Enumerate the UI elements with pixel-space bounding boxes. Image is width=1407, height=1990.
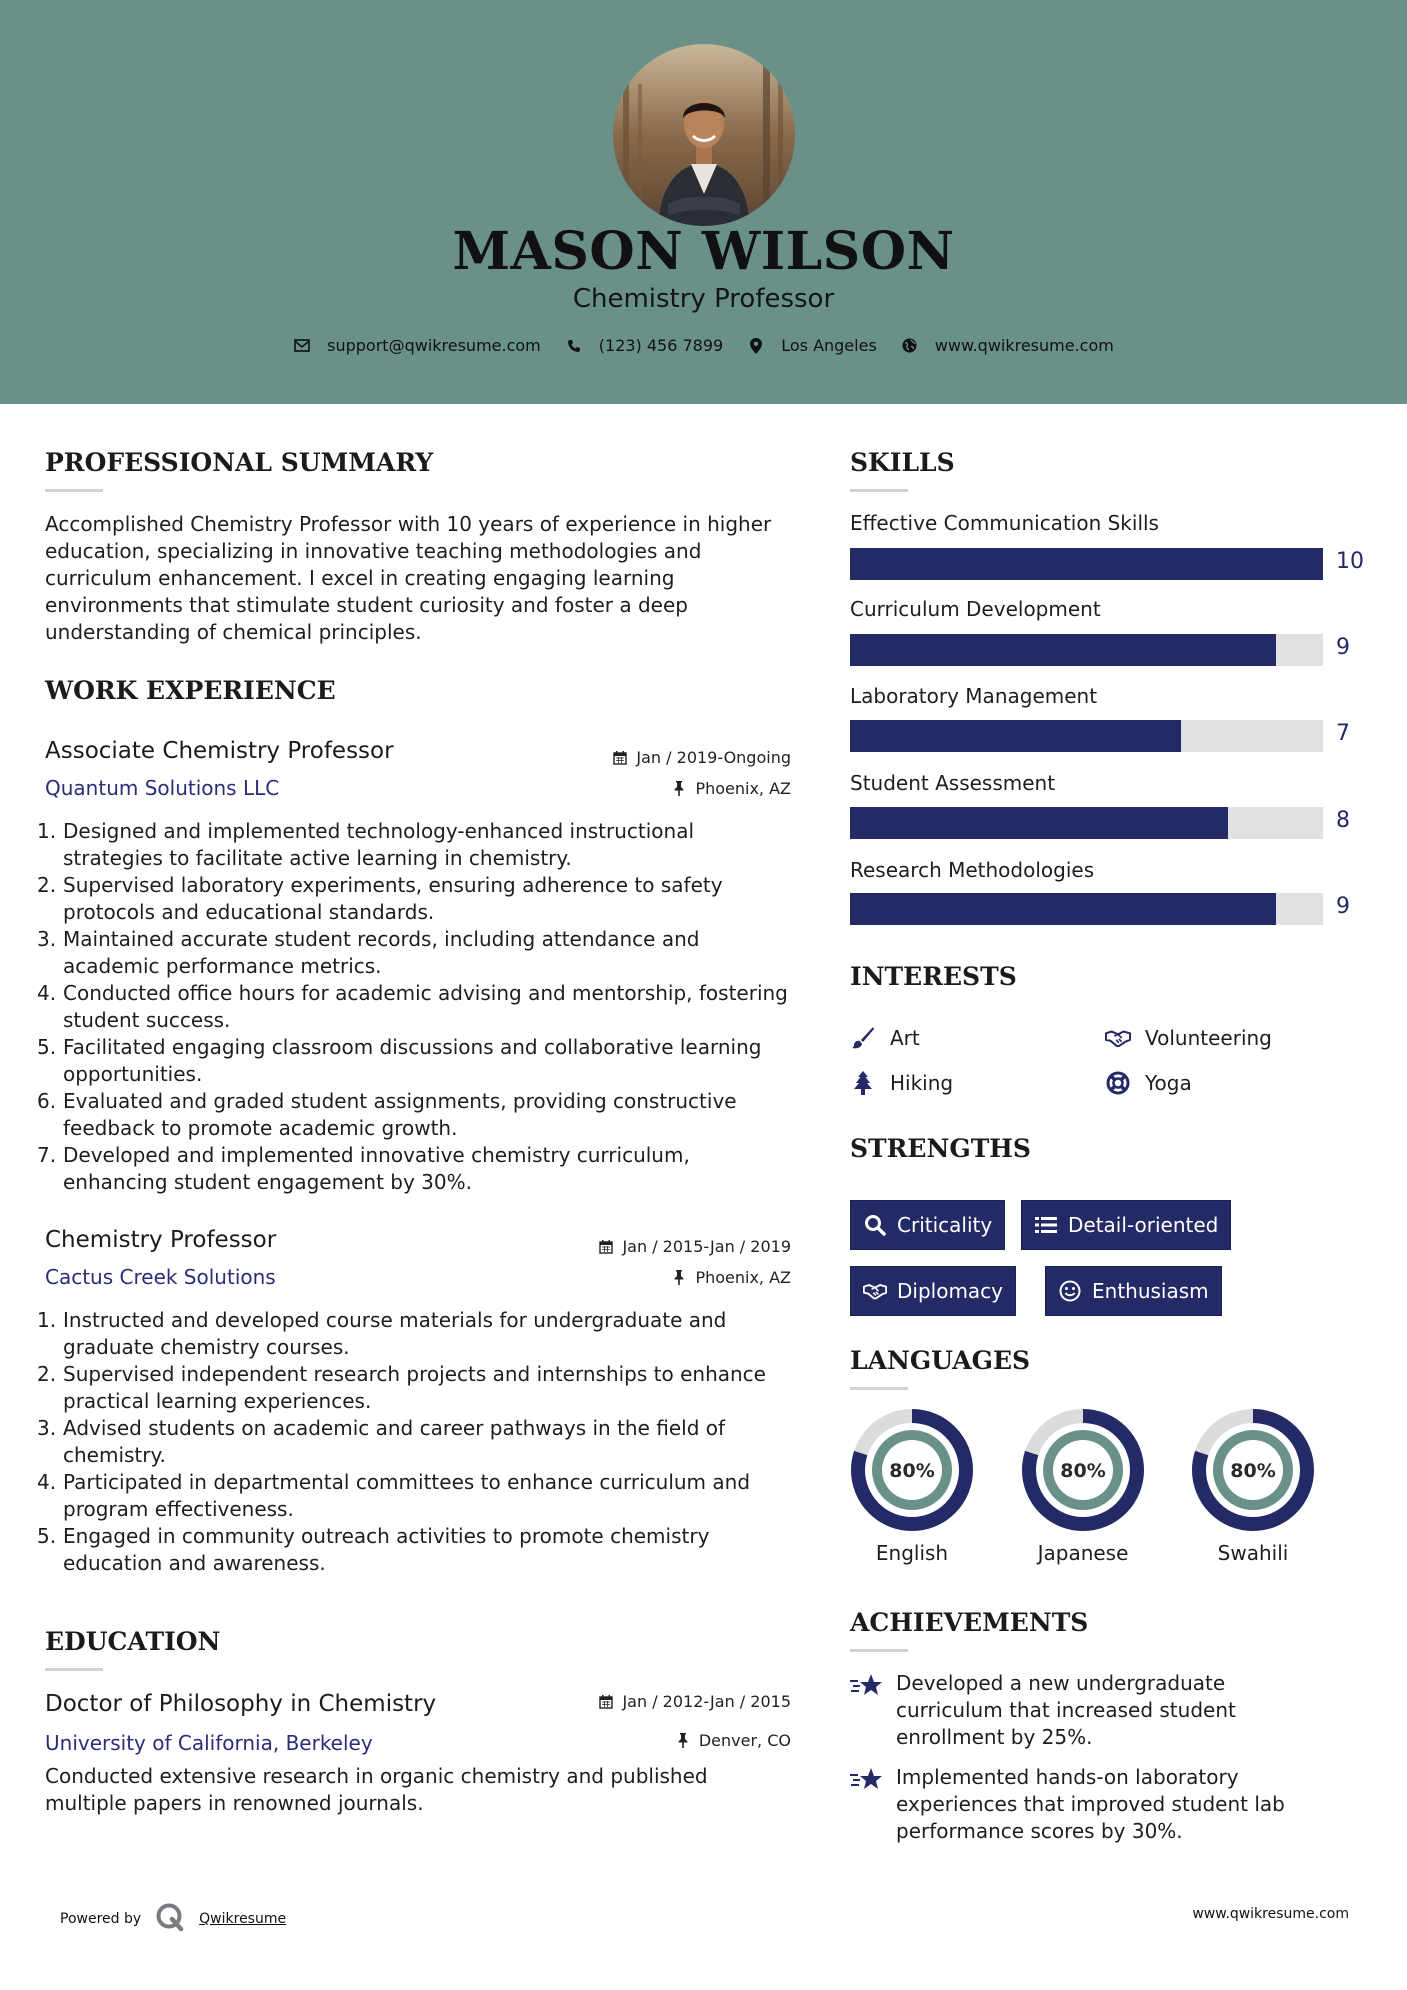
language-name: Swahili: [1217, 1541, 1289, 1565]
language-percent-label: 80%: [1060, 1460, 1106, 1482]
skill-name: Student Assessment: [850, 771, 1056, 795]
section-title-summary: PROFESSIONAL SUMMARY: [45, 448, 434, 477]
language-percent-label: 80%: [1230, 1460, 1276, 1482]
bullet-text: Supervised laboratory experiments, ensuring adherence to safety protocols and educational standards.: [63, 873, 723, 924]
qwikresume-logo-icon: [155, 1902, 185, 1936]
skill-bar-track: [850, 807, 1323, 839]
bullet-number: 5.: [37, 1035, 57, 1059]
bullet-item: [33, 1523, 793, 1577]
bullet-item: [33, 1415, 793, 1469]
bullet-item: [33, 926, 793, 980]
contact-location: [747, 336, 877, 355]
company-name: Cactus Creek Solutions: [45, 1265, 276, 1289]
interest-yoga: Yoga: [1105, 1070, 1192, 1096]
contact-bar: [0, 336, 1407, 355]
footer-website-link[interactable]: www.qwikresume.com: [1192, 1906, 1349, 1922]
language-item: [850, 1408, 974, 1565]
bullet-number: 4.: [37, 1470, 57, 1494]
job-dates: Jan / 2019-Ongoing: [612, 748, 791, 767]
language-item: [1021, 1408, 1145, 1565]
bullet-item: [33, 1142, 793, 1196]
contact-website[interactable]: [901, 336, 1114, 355]
candidate-title: Chemistry Professor: [572, 284, 835, 314]
section-title-languages: LANGUAGES: [850, 1346, 1031, 1375]
bullet-item: [33, 1469, 793, 1523]
company-name: Quantum Solutions LLC: [45, 776, 280, 800]
skill-bar-track: [850, 720, 1323, 752]
section-divider: [850, 489, 908, 492]
achievement-item: [850, 1670, 1330, 1751]
skill-level: 7: [1336, 721, 1350, 746]
section-title-achievements: ACHIEVEMENTS: [850, 1608, 1089, 1637]
skill-name: Curriculum Development: [850, 597, 1101, 621]
section-divider: [45, 1668, 103, 1671]
job-bullet-list: [33, 1307, 793, 1577]
lifebuoy-icon: [1105, 1070, 1131, 1096]
skill-bar-fill: [850, 807, 1228, 839]
education-description: Conducted extensive research in organic chemistry and published multiple papers in renowned journals.: [45, 1764, 708, 1815]
job-location: Phoenix, AZ: [671, 1268, 791, 1287]
bullet-text: Designed and implemented technology-enhanced instructional strategies to facilitate active learning in chemistry.: [63, 819, 695, 870]
bullet-number: 6.: [37, 1089, 57, 1113]
school-name: University of California, Berkeley: [45, 1731, 373, 1755]
bullet-item: [33, 818, 793, 872]
section-title-strengths: STRENGTHS: [850, 1134, 1031, 1163]
degree-title: Doctor of Philosophy in Chemistry: [45, 1691, 437, 1717]
bullet-text: Instructed and developed course materials for undergraduate and graduate chemistry courses.: [63, 1308, 727, 1359]
calendar-icon: [598, 1239, 614, 1255]
language-percent-label: 80%: [889, 1460, 935, 1482]
smile-icon: [1058, 1279, 1082, 1303]
calendar-icon: [612, 750, 628, 766]
pushpin-icon: [671, 781, 687, 797]
globe-icon: [901, 337, 919, 355]
skill-bar-fill: [850, 634, 1276, 666]
skill-bar-fill: [850, 720, 1181, 752]
star-icon: [850, 1670, 896, 1751]
section-title-experience: WORK EXPERIENCE: [45, 676, 336, 705]
section-title-interests: INTERESTS: [850, 962, 1017, 991]
summary-text: Accomplished Chemistry Professor with 10 years of experience in higher education, specializing in innovative teaching methodologies and curriculum enhancement. I excel in creating engaging learning environments that stimulate student curiosity and foster a deep understanding of chemical principles.: [45, 512, 772, 644]
bullet-number: 3.: [37, 1416, 57, 1440]
bullet-item: [33, 980, 793, 1034]
section-title-education: EDUCATION: [45, 1627, 221, 1656]
bullet-text: Evaluated and graded student assignments, providing constructive feedback to promote academic growth.: [63, 1089, 737, 1140]
bullet-number: 2.: [37, 873, 57, 897]
contact-location-text: Los Angeles: [781, 336, 877, 355]
bullet-text: Conducted office hours for academic advising and mentorship, fostering student success.: [63, 981, 788, 1032]
bullet-number: 1.: [37, 819, 57, 843]
strength-tag-detail-oriented: Detail-oriented: [1021, 1200, 1231, 1250]
section-divider: [45, 489, 103, 492]
section-title-skills: SKILLS: [850, 448, 955, 477]
strength-tag-enthusiasm: Enthusiasm: [1045, 1266, 1222, 1316]
language-proficiency-ring: [850, 1408, 974, 1532]
candidate-name: MASON WILSON: [452, 221, 955, 282]
bullet-text: Maintained accurate student records, including attendance and academic performance metrics.: [63, 927, 700, 978]
skill-bar-fill: [850, 893, 1276, 925]
skill-level: 9: [1336, 635, 1350, 660]
powered-by: [60, 1902, 286, 1936]
achievement-item: [850, 1764, 1330, 1845]
calendar-icon: [598, 1694, 614, 1710]
skill-level: 10: [1336, 549, 1364, 574]
contact-phone[interactable]: [565, 336, 723, 355]
envelope-icon: [293, 337, 311, 355]
bullet-text: Advised students on academic and career pathways in the field of chemistry.: [63, 1416, 726, 1467]
resume-header: [0, 0, 1407, 404]
star-icon: [850, 1764, 896, 1845]
bullet-number: 1.: [37, 1308, 57, 1332]
section-divider: [850, 1649, 908, 1652]
interest-art: Art: [850, 1025, 920, 1051]
bullet-number: 7.: [37, 1143, 57, 1167]
qwikresume-link[interactable]: Qwikresume: [199, 1911, 287, 1927]
profile-photo-image: [613, 44, 795, 226]
skill-name: Laboratory Management: [850, 684, 1098, 708]
bullet-text: Engaged in community outreach activities to promote chemistry education and awareness.: [63, 1524, 710, 1575]
job-bullet-list: [33, 818, 793, 1196]
section-divider: [850, 1387, 908, 1390]
bullet-item: [33, 872, 793, 926]
education-location: Denver, CO: [675, 1731, 791, 1750]
bullet-item: [33, 1307, 793, 1361]
bullet-text: Participated in departmental committees to enhance curriculum and program effectiveness.: [63, 1470, 751, 1521]
contact-email-text: support@qwikresume.com: [327, 336, 541, 355]
contact-email[interactable]: [293, 336, 541, 355]
bullet-item: [33, 1034, 793, 1088]
strength-tag-diplomacy: Diplomacy: [850, 1266, 1016, 1316]
interest-volunteering: Volunteering: [1105, 1025, 1272, 1051]
bullet-item: [33, 1361, 793, 1415]
education-dates: Jan / 2012-Jan / 2015: [598, 1692, 791, 1711]
skill-name: Research Methodologies: [850, 858, 1095, 882]
skill-bar-track: [850, 548, 1323, 580]
powered-by-label: Powered by: [60, 1911, 142, 1927]
handshake-icon: [1105, 1025, 1131, 1051]
bullet-number: 2.: [37, 1362, 57, 1386]
bullet-number: 3.: [37, 927, 57, 951]
bullet-text: Facilitated engaging classroom discussions and collaborative learning opportunities.: [63, 1035, 762, 1086]
skill-bar-track: [850, 893, 1323, 925]
contact-phone-text: (123) 456 7899: [598, 336, 724, 355]
strength-tag-criticality: Criticality: [850, 1200, 1005, 1250]
tree-icon: [850, 1070, 876, 1096]
skill-name: Effective Communication Skills: [850, 511, 1159, 535]
map-pin-icon: [747, 337, 765, 355]
language-name: English: [875, 1541, 949, 1565]
language-item: [1191, 1408, 1315, 1565]
list-icon: [1034, 1213, 1058, 1237]
bullet-item: [33, 1088, 793, 1142]
handshake-icon: [863, 1279, 887, 1303]
job-location: Phoenix, AZ: [671, 779, 791, 798]
job-title: Chemistry Professor: [45, 1227, 277, 1253]
paintbrush-icon: [850, 1025, 876, 1051]
search-icon: [863, 1213, 887, 1237]
contact-website-text: www.qwikresume.com: [934, 336, 1114, 355]
skill-bar-fill: [850, 548, 1323, 580]
skill-level: 9: [1336, 894, 1350, 919]
language-proficiency-ring: [1191, 1408, 1315, 1532]
bullet-text: Developed and implemented innovative chemistry curriculum, enhancing student engagement by 30%.: [63, 1143, 690, 1194]
achievement-text: Developed a new undergraduate curriculum that increased student enrollment by 25%.: [896, 1671, 1236, 1749]
pushpin-icon: [675, 1733, 691, 1749]
phone-icon: [565, 337, 583, 355]
job-dates: Jan / 2015-Jan / 2019: [598, 1237, 791, 1256]
interest-hiking: Hiking: [850, 1070, 953, 1096]
skill-bar-track: [850, 634, 1323, 666]
achievement-text: Implemented hands-on laboratory experiences that improved student lab performance scores by 30%.: [896, 1765, 1285, 1843]
job-title: Associate Chemistry Professor: [45, 738, 394, 764]
language-proficiency-ring: [1021, 1408, 1145, 1532]
bullet-text: Supervised independent research projects and internships to enhance practical learning experiences.: [63, 1362, 766, 1413]
bullet-number: 4.: [37, 981, 57, 1005]
pushpin-icon: [671, 1270, 687, 1286]
bullet-number: 5.: [37, 1524, 57, 1548]
skill-level: 8: [1336, 808, 1350, 833]
profile-photo: [613, 44, 795, 226]
language-name: Japanese: [1037, 1541, 1129, 1565]
